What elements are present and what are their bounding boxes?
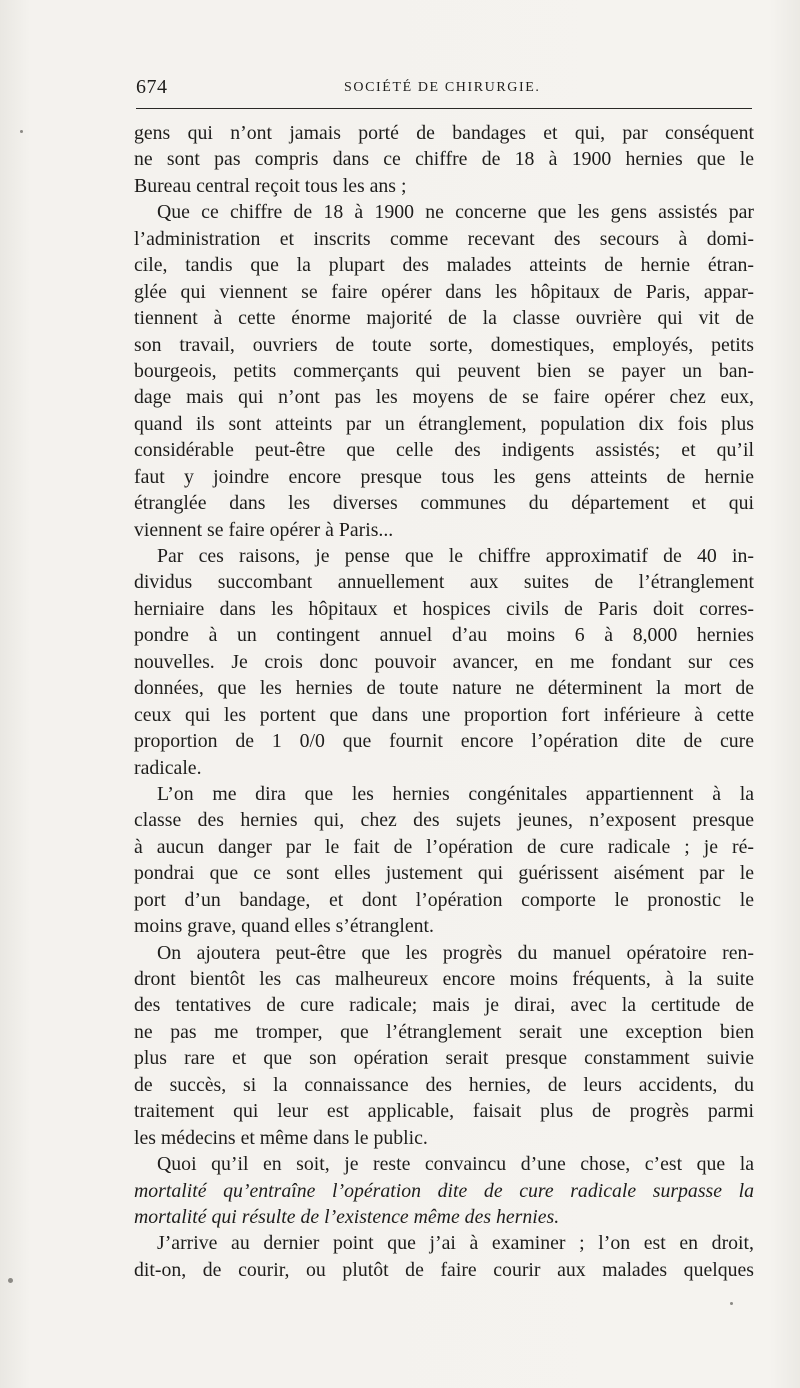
- text-line: nouvelles. Je crois donc pouvoir avancer, en me fondant sur ces: [134, 650, 754, 673]
- paragraph-start-line: Par ces raisons, je pense que le chiffre approximatif de 40 in-: [157, 545, 754, 567]
- text-line: traitement qui leur est applicable, faisait plus de progrès parmi: [134, 1100, 754, 1123]
- running-title: SOCIÉTÉ DE CHIRURGIE.: [344, 80, 541, 95]
- text-line: pondrai que ce sont elles justement qui guérissent aisément par le: [134, 862, 754, 885]
- text-line: son travail, ouvriers de toute sorte, domestiques, employés, petits: [134, 333, 754, 356]
- text-line: dront bientôt les cas malheureux encore moins fréquents, à la suite: [134, 968, 754, 990]
- text-line: données, que les hernies de toute nature ne déterminent la mort de: [134, 677, 754, 700]
- body-text: [134, 120, 754, 1283]
- text-line: plus rare et que son opération serait presque constamment suivie: [134, 1047, 754, 1070]
- text-line: dage mais qui n’ont pas les moyens de se faire opérer chez eux,: [134, 386, 754, 409]
- text-line: considérable peut-être que celle des indigents assistés; et qu’il: [134, 439, 754, 462]
- paragraph-start-line: Que ce chiffre de 18 à 1900 ne concerne que les gens assistés par: [157, 201, 754, 224]
- text-line: moins grave, quand elles s’étranglent.: [134, 915, 434, 938]
- italic-emphasis-text: mortalité qui résulte de l’existence même des hernies.: [134, 1205, 560, 1228]
- text-line: l’administration et inscrits comme recevant des secours à domi-: [134, 227, 754, 250]
- margin-speck: [8, 1278, 13, 1283]
- text-line: quand ils sont atteints par un étranglement, population dix fois plus: [134, 412, 754, 435]
- text-line: étranglée dans les diverses communes du département et qui: [134, 492, 754, 515]
- margin-speck: [20, 130, 23, 133]
- page-number: 674: [136, 76, 168, 98]
- margin-speck: [730, 1302, 733, 1305]
- text-line: bourgeois, petits commerçants qui peuvent bien se payer un ban-: [134, 359, 754, 382]
- text-line: viennent se faire opérer à Paris...: [134, 518, 394, 541]
- text-line: tiennent à cette énorme majorité de la classe ouvrière qui vit de: [134, 307, 754, 330]
- text-line: glée qui viennent se faire opérer dans les hôpitaux de Paris, appar-: [134, 280, 754, 303]
- text-line: port d’un bandage, et dont l’opération comporte le pronostic le: [134, 888, 754, 911]
- italic-emphasis-text: mortalité qu’entraîne l’opération dite de cure radicale surpasse la: [134, 1179, 754, 1202]
- paragraph-start-line: L’on me dira que les hernies congénitales appartiennent à la: [157, 782, 754, 805]
- italic-emphasis-line: [134, 1204, 754, 1230]
- text-line: des tentatives de cure radicale; mais je dirai, avec la certitude de: [134, 994, 754, 1017]
- text-line: Bureau central reçoit tous les ans ;: [134, 174, 407, 197]
- text-line: gens qui n’ont jamais porté de bandages et qui, par conséquent: [134, 122, 754, 144]
- text-line: ceux qui les portent que dans une proportion fort inférieure à cette: [134, 703, 754, 726]
- text-line: radicale.: [134, 756, 202, 779]
- text-line: ne pas me tromper, que l’étranglement serait une exception bien: [134, 1020, 754, 1043]
- header-rule: [136, 108, 752, 109]
- text-line: herniaire dans les hôpitaux et hospices civils de Paris doit corres-: [134, 597, 754, 620]
- conclusion-lead-text: Quoi qu’il en soit, je reste convaincu d’une chose, c’est que la: [157, 1153, 754, 1176]
- text-line: les médecins et même dans le public.: [134, 1126, 428, 1149]
- italic-emphasis-line: [134, 1178, 754, 1204]
- text-line: à aucun danger par le fait de l’opération de cure radicale ; je ré-: [134, 835, 754, 858]
- text-line: faut y joindre encore presque tous les gens atteints de hernie: [134, 465, 754, 488]
- paragraph-start-line: J’arrive au dernier point que j’ai à examiner ; l’on est en droit,: [157, 1232, 754, 1255]
- text-line: cile, tandis que la plupart des malades atteints de hernie étran-: [134, 254, 754, 277]
- paragraph-start-line: On ajoutera peut-être que les progrès du manuel opératoire ren-: [157, 941, 754, 964]
- text-line: pondre à un contingent annuel d’au moins 6 à 8,000 hernies: [134, 624, 754, 647]
- text-line: proportion de 1 0/0 que fournit encore l’opération dite de cure: [134, 730, 754, 753]
- page-header: [136, 76, 752, 106]
- paragraph-start-line: [134, 1151, 754, 1177]
- text-line: de succès, si la connaissance des hernies, de leurs accidents, du: [134, 1073, 754, 1096]
- text-line: dit-on, de courir, ou plutôt de faire courir aux malades quelques: [134, 1258, 754, 1281]
- text-line: dividus succombant annuellement aux suites de l’étranglement: [134, 571, 754, 594]
- text-line: classe des hernies qui, chez des sujets jeunes, n’exposent presque: [134, 809, 754, 832]
- text-line: ne sont pas compris dans ce chiffre de 18 à 1900 hernies que le: [134, 148, 754, 171]
